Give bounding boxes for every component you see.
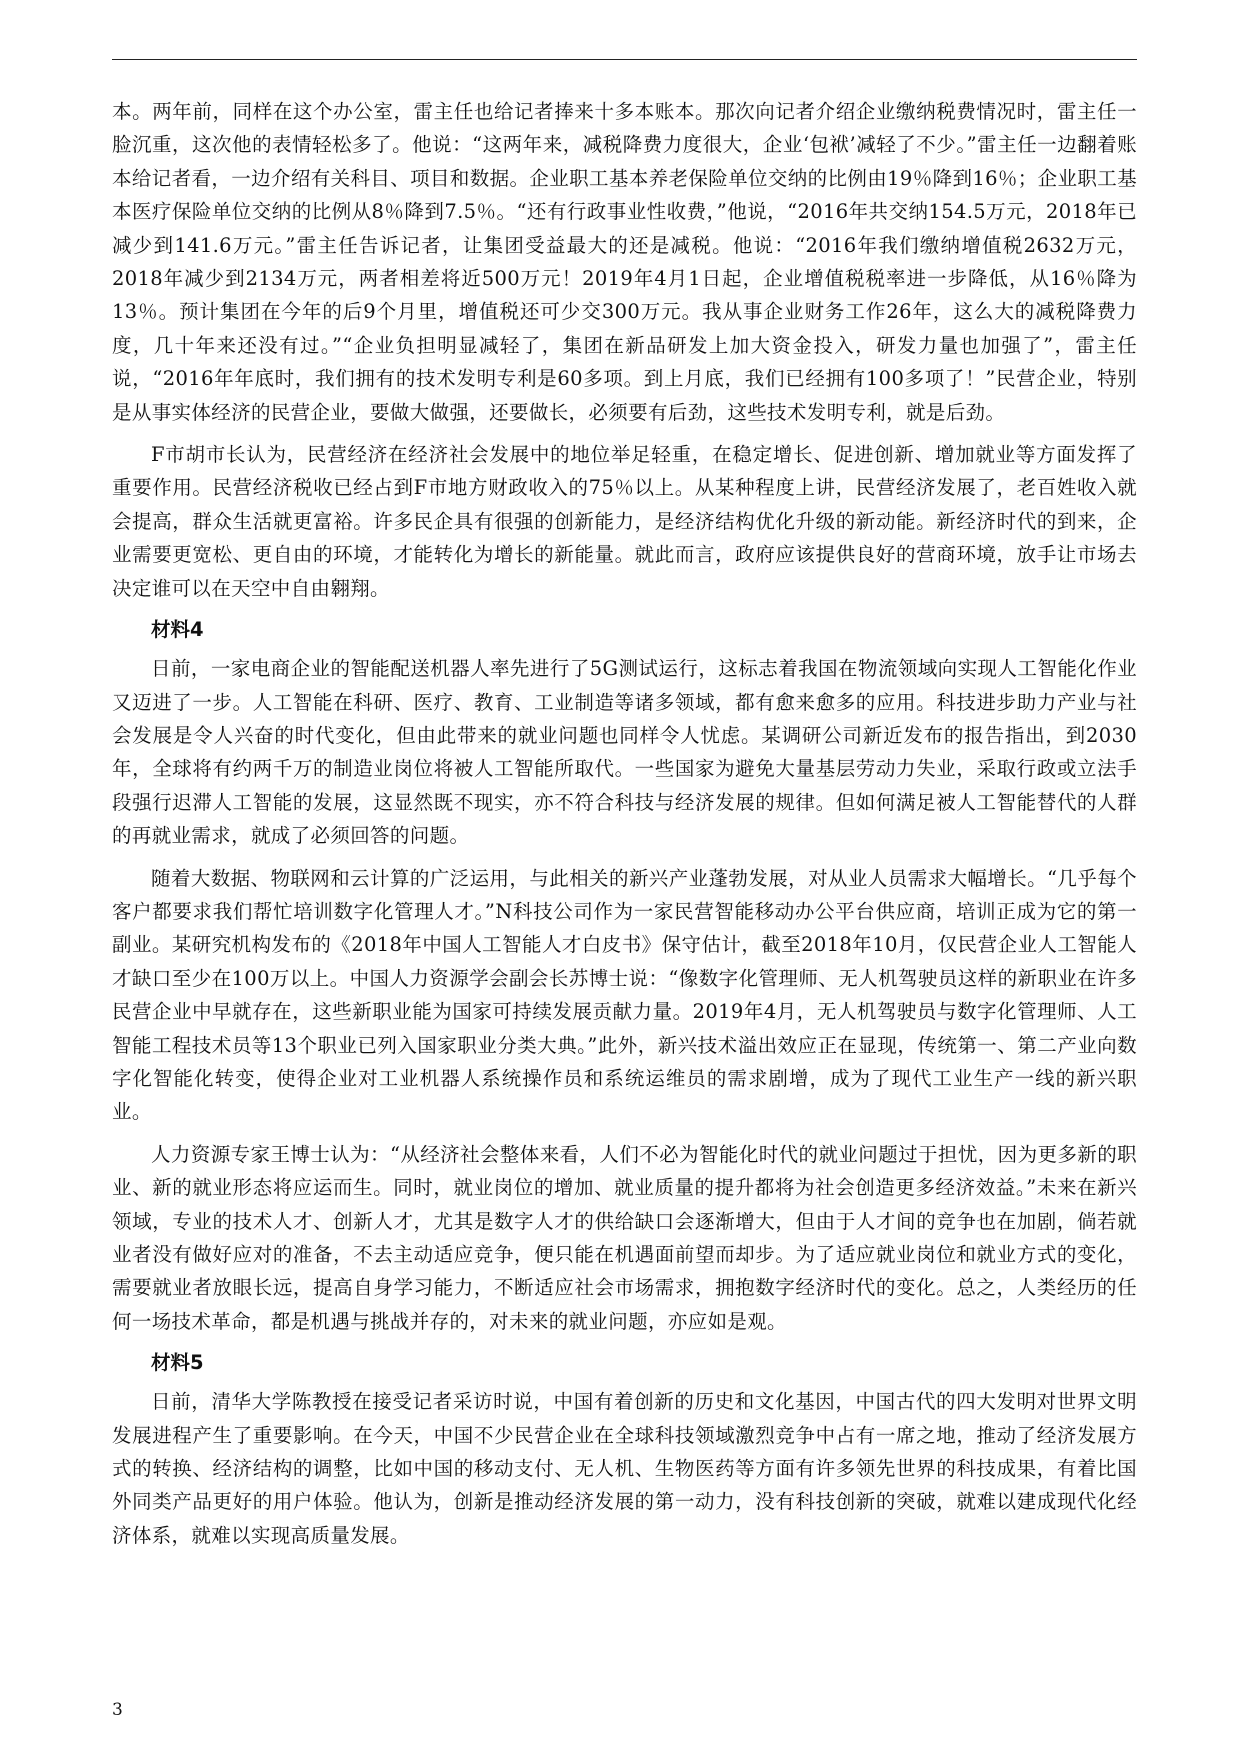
paragraph-expert-view: 人力资源专家王博士认为：“从经济社会整体来看，人们不必为智能化时代的就业问题过于担忧，因为更多新的职业、新的就业形态将应运而生。同时，就业岗位的增加、就业质量的提升都将为社会创造更多经济效益。”未来在新兴领域，专业的技术人才、创新人才，尤其是数字人才的供给缺口会逐渐增大，但由于人才间的竞争也在加剧，倘若就业者没有做好应对的准备，不去主动适应竞争，便只能在机遇面前望而却步。为了适应就业岗位和就业方式的变化，需要就业者放眼长远，提高自身学习能力，不断适应社会市场需求，拥抱数字经济时代的变化。总之，人类经历的任何一场技术革命，都是机遇与挑战并存的，对未来的就业问题，亦应如是观。 — [112, 1142, 1137, 1333]
paragraph-big-data-jobs: 随着大数据、物联网和云计算的广泛运用，与此相关的新兴产业蓬勃发展，对从业人员需求大幅增长。“几乎每个客户都要求我们帮忙培训数字化管理人才。”N科技公司作为一家民营智能移动办公平台供应商，培训正成为它的第一副业。某研究机构发布的《2018年中国人工智能人才白皮书》保守估计，截至2018年10月，仅民营企业人工智能人才缺口至少在100万以上。中国人力资源学会副会长苏博士说：“像数字化管理师、无人机驾驶员这样的新职业在许多民营企业中早就存在，这些新职业能为国家可持续发展贡献力量。2019年4月，无人机驾驶员与数字化管理师、人工智能工程技术员等13个职业已列入国家职业分类大典。”此外，新兴技术溢出效应正在显现，传统第一、第二产业向数字化智能化转变，使得企业对工业机器人系统操作员和系统运维员的需求剧增，成为了现代工业生产一线的新兴职业。 — [112, 866, 1137, 1124]
section-heading-material-4: 材料4 — [151, 618, 204, 642]
page-number: 3 — [112, 1700, 123, 1720]
paragraph-innovation: 日前，清华大学陈教授在接受记者采访时说，中国有着创新的历史和文化基因，中国古代的四大发明对世界文明发展进程产生了重要影响。在今天，中国不少民营企业在全球科技领域激烈竞争中占有一席之地，推动了经济发展方式的转换、经济结构的调整，比如中国的移动支付、无人机、生物医药等方面有许多领先世界的科技成果，有着比国外同类产品更好的用户体验。他认为，创新是推动经济发展的第一动力，没有科技创新的突破，就难以建成现代化经济体系，就难以实现高质量发展。 — [112, 1390, 1137, 1547]
paragraph-continued: 本。两年前，同样在这个办公室，雷主任也给记者捧来十多本账本。那次向记者介绍企业缴纳税费情况时，雷主任一脸沉重，这次他的表情轻松多了。他说：“这两年来，减税降费力度很大，企业‘包袱’减轻了不少。”雷主任一边翻着账本给记者看，一边介绍有关科目、项目和数据。企业职工基本养老保险单位交纳的比例由19％降到16％；企业职工基本医疗保险单位交纳的比例从8％降到7.5％。“还有行政事业性收费，”他说，“2016年共交纳154.5万元，2018年已减少到141.6万元。”雷主任告诉记者，让集团受益最大的还是减税。他说：“2016年我们缴纳增值税2632万元，2018年减少到2134万元，两者相差将近500万元！2019年4月1日起，企业增值税税率进一步降低，从16％降为13％。预计集团在今年的后9个月里，增值税还可少交300万元。我从事企业财务工作26年，这么大的减税降费力度，几十年来还没有过。”“企业负担明显减轻了，集团在新品研发上加大资金投入，研发力量也加强了”，雷主任说，“2016年年底时，我们拥有的技术发明专利是60多项。到上月底，我们已经拥有100多项了！”民营企业，特别是从事实体经济的民营企业，要做大做强，还要做长，必须要有后劲，这些技术发明专利，就是后劲。 — [112, 100, 1137, 424]
paragraph-ai-delivery: 日前，一家电商企业的智能配送机器人率先进行了5G测试运行，这标志着我国在物流领域向实现人工智能化作业又迈进了一步。人工智能在科研、医疗、教育、工业制造等诸多领域，都有愈来愈多的应用。科技进步助力产业与社会发展是令人兴奋的时代变化，但由此带来的就业问题也同样令人忧虑。某调研公司新近发布的报告指出，到2030年，全球将有约两千万的制造业岗位将被人工智能所取代。一些国家为避免大量基层劳动力失业，采取行政或立法手段强行迟滞人工智能的发展，这显然既不现实，亦不符合科技与经济发展的规律。但如何满足被人工智能替代的人群的再就业需求，就成了必须回答的问题。 — [112, 657, 1137, 848]
document-body — [112, 95, 1137, 1561]
section-heading-material-5: 材料5 — [151, 1351, 204, 1375]
paragraph-mayor-view: F市胡市长认为，民营经济在经济社会发展中的地位举足轻重，在稳定增长、促进创新、增加就业等方面发挥了重要作用。民营经济税收已经占到F市地方财政收入的75％以上。从某种程度上讲，民营经济发展了，老百姓收入就会提高，群众生活就更富裕。许多民企具有很强的创新能力，是经济结构优化升级的新动能。新经济时代的到来，企业需要更宽松、更自由的环境，才能转化为增长的新能量。就此而言，政府应该提供良好的营商环境，放手让市场去决定谁可以在天空中自由翱翔。 — [112, 443, 1137, 600]
header-rule — [112, 59, 1137, 60]
